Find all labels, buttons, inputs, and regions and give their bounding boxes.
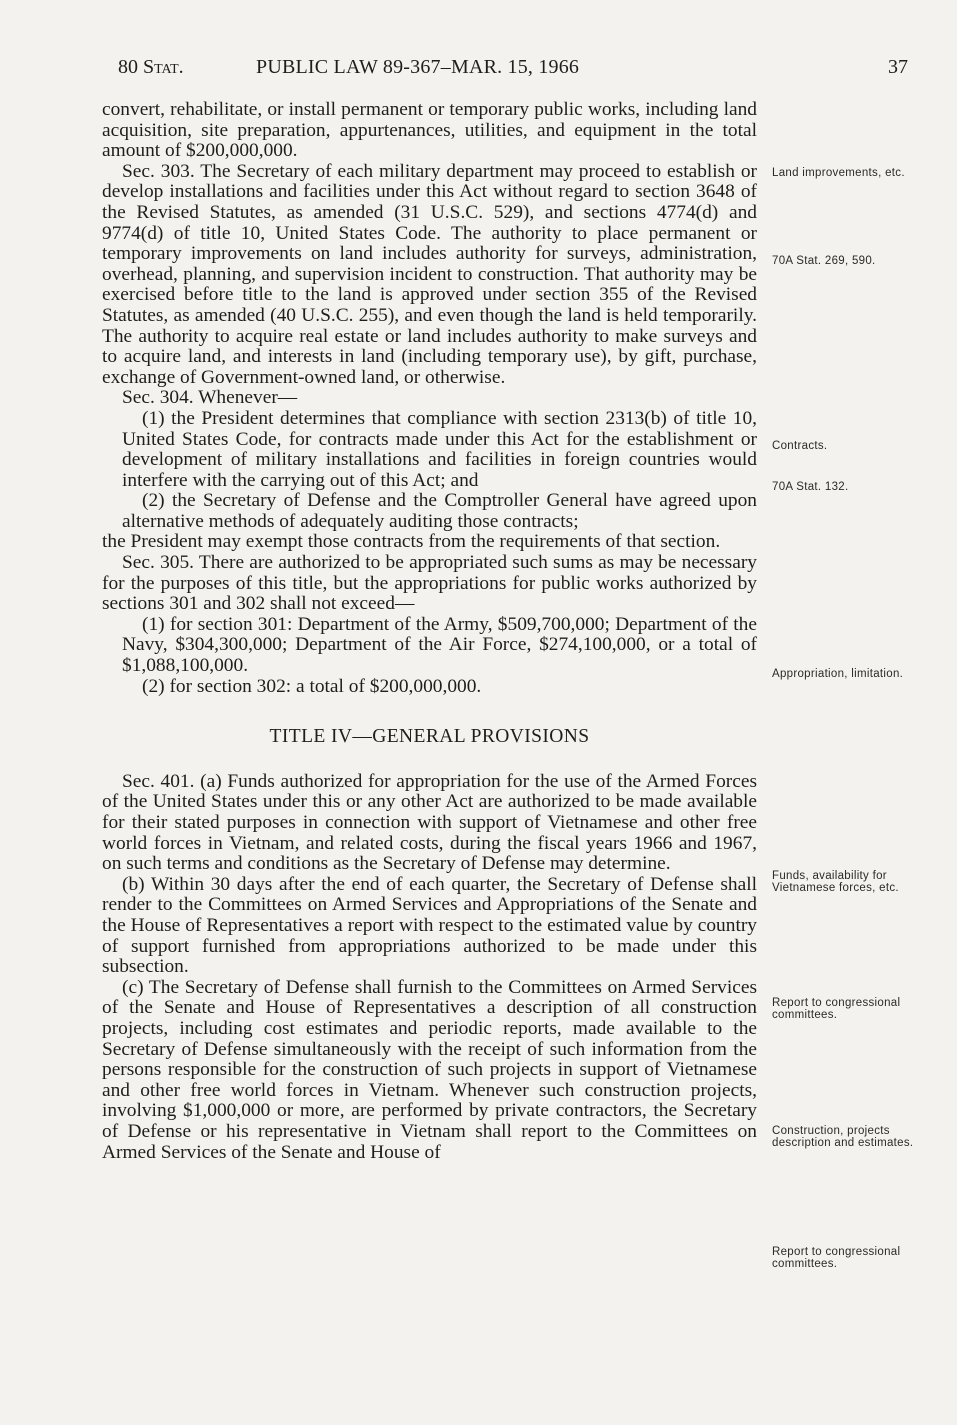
title-iv-heading: TITLE IV—GENERAL PROVISIONS — [269, 726, 590, 748]
margin-note-appropriation: Appropriation, limitation. — [772, 668, 904, 680]
margin-note-report-2: Report to congressional committees. — [772, 1246, 901, 1270]
margin-note-70a-stat-269: 70A Stat. 269, 590. — [772, 255, 876, 267]
section-304: Sec. 304. Whenever— — [122, 387, 298, 409]
margin-note-funds: Funds, availability for Vietnamese forces, etc. — [772, 870, 899, 894]
section-305: Sec. 305. There are authorized to be appropriated such sums as may be necessary for the purposes of this title, but the appropriations for public works authorized by sections 301 and 302 shall not exceed— — [102, 552, 757, 615]
page-number: 37 — [888, 56, 908, 78]
paragraph: convert, rehabilitate, or install permanent or temporary public works, including land acquisition, site preparation, appurtenances, utilities, and equipment in the total amount of $200,000,000. — [102, 99, 757, 162]
section-401-b: (b) Within 30 days after the end of each quarter, the Secretary of Defense shall render to the Committees on Armed Services and Appropriations of the Senate and the House of Representatives a report with respect to the estimated value by country of support furnished from appropriations authorized to be made under this subsection. — [102, 873, 757, 978]
section-304-clause-2: (2) the Secretary of Defense and the Comptroller General have agreed upon alternative methods of adequately auditing those contracts; — [122, 490, 757, 532]
section-305-clause-1: (1) for section 301: Department of the Army, $509,700,000; Department of the Navy, $304,300,000; Department of the Air Force, $274,100,000, or a total of $1,088,100,000. — [122, 613, 757, 677]
section-303: Sec. 303. The Secretary of each military department may proceed to establish or develop installations and facilities under this Act without regard to section 3648 of the Revised Statutes, as amended (31 U.S.C. 529), and sections 4774(d) and 9774(d) of title 10, United States Code. The authority to place permanent or temporary improvements on land includes authority for surveys, administration, overhead, planning, and supervision incident to construction. That authority may be exercised before title to the land is approved under section 355 of the Revised Statutes, as amended (40 U.S.C. 255), and even though the land is held temporarily. The authority to acquire real estate or land includes authority to make surveys and to acquire land, and interests in land (including temporary use), by gift, purchase, exchange of Government-owned land, or otherwise. — [102, 160, 757, 388]
document-body — [102, 100, 757, 1163]
section-304-clause-1: (1) the President determines that compliance with section 2313(b) of title 10, United States Code, for contracts made under this Act for the establishment or development of military installations and facilities in foreign countries would interfere with the carrying out of this Act; and — [122, 407, 757, 491]
section-401-a: Sec. 401. (a) Funds authorized for appropriation for the use of the Armed Forces of the United States under this or any other Act are authorized to be made available for their stated purposes in connection with support of Vietnamese and other free world forces in Vietnam, and related costs, during the fiscal years 1966 and 1967, on such terms and conditions as the Secretary of Defense may determine. — [102, 770, 757, 875]
header-statute-volume: 80 Stat. — [118, 56, 184, 78]
section-304-conclusion: the President may exempt those contracts from the requirements of that section. — [102, 531, 721, 553]
margin-note-contracts: Contracts. — [772, 440, 828, 452]
margin-note-construction: Construction, projects description and estimates. — [772, 1125, 914, 1149]
margin-note-70a-stat-132: 70A Stat. 132. — [772, 481, 849, 493]
section-401-c: (c) The Secretary of Defense shall furnish to the Committees on Armed Services of the Senate and House of Representatives a description of all construction projects, including cost estimates and periodic reports, made available to the Secretary of Defense simultaneously with the receipt of such information from the persons responsible for the construction of such projects in support of Vietnamese and other free world forces in Vietnam. Whenever such construction projects, involving $1,000,000 or more, are performed by private contractors, the Secretary of Defense or his representative in Vietnam shall report to the Committees on Armed Services of the Senate and House of — [102, 976, 757, 1163]
margin-note-report-1: Report to congressional committees. — [772, 997, 901, 1021]
section-305-clause-2: (2) for section 302: a total of $200,000,000. — [142, 675, 482, 697]
margin-note-land-improvements: Land improvements, etc. — [772, 167, 905, 179]
header-law-title: PUBLIC LAW 89-367–MAR. 15, 1966 — [256, 56, 580, 78]
page-header — [118, 56, 908, 86]
